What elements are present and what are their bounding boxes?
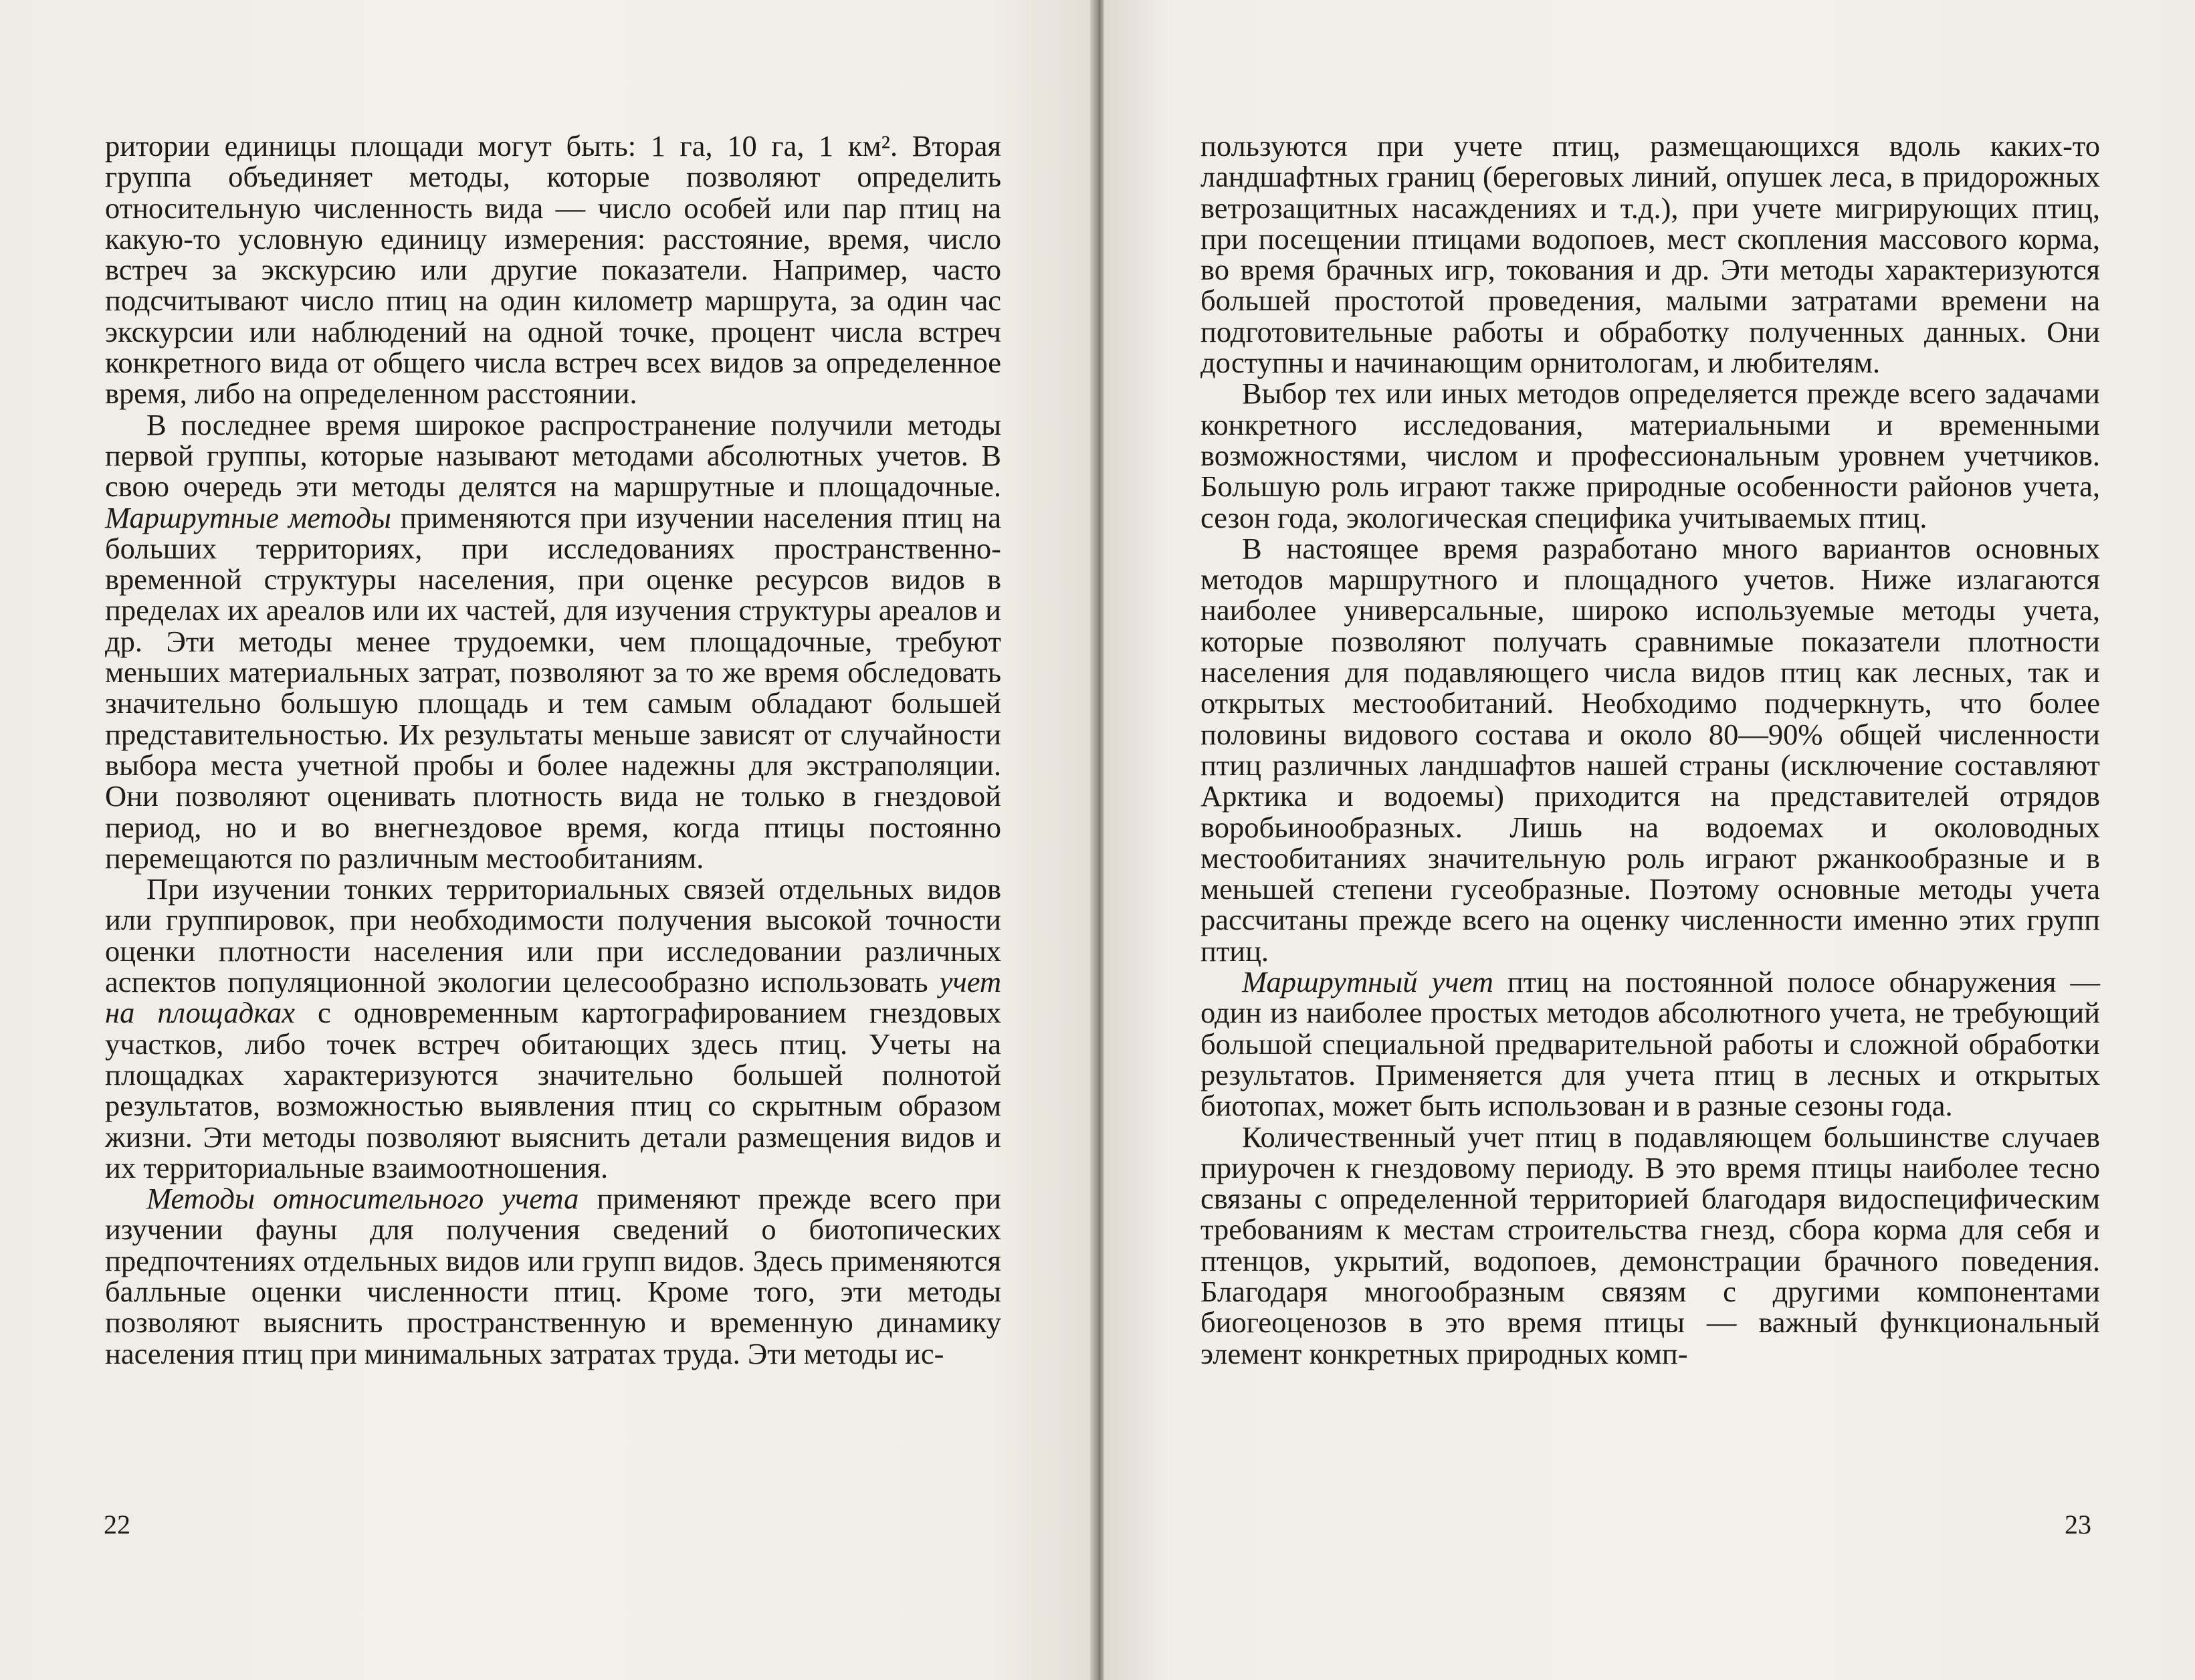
paragraph xyxy=(1200,1122,2100,1369)
italic-term: учет на площадках xyxy=(105,965,1001,1030)
text-run: В последнее время широкое распространение получили методы первой группы, которые называют методами абсолютных учетов. В свою очередь эти методы делятся на маршрутные и площадочные. xyxy=(105,407,1001,504)
text-run: применяют прежде всего при изучении фауны для получения сведений о биотопических предпочтениях отдельных видов или групп видов. Здесь применяются балльные оценки численности птиц. Кроме того, эти методы позволяют выяснить пространственную и временную динамику населения птиц при минимальных затратах труда. Эти методы ис- xyxy=(105,1182,1001,1370)
right-page xyxy=(1104,0,2195,1680)
left-page-number: 22 xyxy=(104,1509,130,1540)
italic-term: Методы относительного учета xyxy=(146,1182,579,1216)
right-page-number: 23 xyxy=(2065,1509,2091,1540)
left-page-text xyxy=(105,130,1001,1369)
paragraph xyxy=(1200,378,2100,532)
text-run: Выбор тех или иных методов определяется прежде всего задачами конкретного исследования, материальными и временными возможностями, числом и профессиональным уровнем учетчиков. Большую роль играют также природные особенности районов учета, сезон года, экологическая специфика учитываемых птиц. xyxy=(1200,377,2100,534)
right-page-text xyxy=(1200,130,2100,1369)
paragraph xyxy=(1200,966,2100,1121)
text-run: птиц на постоянной полосе обнаружения — один из наиболее простых методов абсолютного учета, не требующий большой специальной предварительной работы и сложной обработки результатов. Применяется для учета птиц в лесных и открытых биотопах, может быть использован и в разные сезоны года. xyxy=(1200,965,2100,1123)
text-run: с одновременным картографированием гнездовых участков, либо точек встреч обитающих здесь птиц. Учеты на площадках характеризуются значительно большей полнотой результатов, возможностью выявления птиц со скрытным образом жизни. Эти методы позволяют выяснить детали размещения видов и их территориальные взаимоотношения. xyxy=(105,996,1001,1184)
paragraph xyxy=(1200,130,2100,378)
paragraph xyxy=(105,873,1001,1183)
text-run: ритории единицы площади могут быть: 1 га, 10 га, 1 км². Вторая группа объединяет методы, которые позволяют определить относительную численность вида — число особей или пар птиц на какую-то условную единицу измерения: расстояние, время, число встреч за экскурсию или другие показатели. Например, часто подсчитывают число птиц на один километр маршрута, за один час экскурсии или наблюдений на одной точке, процент числа встреч конкретного вида от общего числа встреч всех видов за определенное время, либо на определенном расстоянии. xyxy=(105,129,1001,411)
text-run: применяются при изучении населения птиц на больших территориях, при исследованиях пространственно-временной структуры населения, при оценке ресурсов видов в пределах их ареалов или их частей, для изучения структуры ареалов и др. Эти методы менее трудоемки, чем площадочные, требуют меньших материальных затрат, позволяют за то же время обследовать значительно большую площадь и тем самым обладают большей представительностью. Их результаты меньше зависят от случайности выбора места учетной пробы и более надежны для экстраполяции. Они позволяют оценивать плотность вида не только в гнездовой период, но и во внегнездовое время, когда птицы постоянно перемещаются по различным местообитаниям. xyxy=(105,500,1001,875)
text-run: В настоящее время разработано много вариантов основных методов маршрутного и площадного учетов. Ниже излагаются наиболее универсальные, широко используемые методы учета, которые позволяют получать сравнимые показатели плотности населения для подавляющего числа видов птиц как лесных, так и открытых местообитаний. Необходимо подчеркнуть, что более половины видового состава и около 80—90% общей численности птиц различных ландшафтов нашей страны (исключение составляют Арктика и водоемы) приходится на представителей отрядов воробьинообразных. Лишь на водоемах и околоводных местообитаниях значительную роль играют ржанкообразные и в меньшей степени гусеобразные. Поэтому основные методы учета рассчитаны прежде всего на оценку численности именно этих групп птиц. xyxy=(1200,531,2100,968)
italic-term: Маршрутные методы xyxy=(105,500,391,534)
left-page xyxy=(0,0,1095,1680)
text-run: пользуются при учете птиц, размещающихся вдоль каких-то ландшафтных границ (береговых линий, опушек леса, в придорожных ветрозащитных насаждениях и т.д.), при учете мигрирующих птиц, при посещении птицами водопоев, мест скопления массового корма, во время брачных игр, токования и др. Эти методы характеризуются большей простотой проведения, малыми затратами времени на подготовительные работы и обработку полученных данных. Они доступны и начинающим орнитологам, и любителям. xyxy=(1200,129,2100,380)
text-run: Количественный учет птиц в подавляющем большинстве случаев приурочен к гнездовому периоду. В это время птицы наиболее тесно связаны с определенной территорией благодаря видоспецифическим требованиям к местам строительства гнезд, сбора корма для себя и птенцов, укрытий, водопоев, демонстрации брачного поведения. Благодаря многообразным связям с другими компонентами биогеоценозов в это время птицы — важный функциональный элемент конкретных природных комп- xyxy=(1200,1120,2100,1370)
text-run: При изучении тонких территориальных связей отдельных видов или группировок, при необходимости получения высокой точности оценки плотности населения или при исследовании различных аспектов популяционной экологии целесообразно использовать xyxy=(105,872,1001,999)
paragraph xyxy=(105,409,1001,873)
paragraph xyxy=(105,1183,1001,1369)
italic-term: Маршрутный учет xyxy=(1242,965,1493,999)
paragraph xyxy=(105,130,1001,409)
paragraph xyxy=(1200,533,2100,966)
